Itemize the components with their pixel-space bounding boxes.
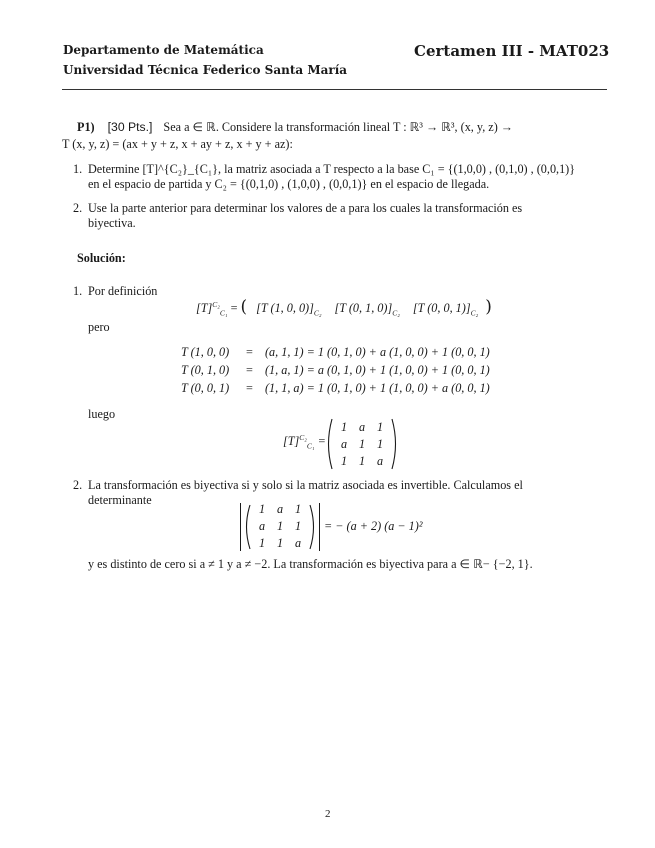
equation-2-eq: = (246, 363, 253, 377)
det-cell: 1 (294, 519, 302, 533)
problem-label: P1) (77, 120, 95, 134)
problem-statement-line1 (77, 120, 513, 135)
matrix-cell: 1 (340, 453, 348, 468)
det-cell: 1 (276, 536, 284, 550)
det-cell: 1 (258, 502, 266, 516)
exam-title: Certamen III - MAT023 (414, 42, 610, 60)
solution-1-pero: pero (88, 320, 110, 334)
det-left-paren-icon (243, 504, 251, 550)
problem-statement-line2: T (x, y, z) = (ax + y + z, x + ay + z, x + y + az): (62, 137, 293, 151)
det-cell: 1 (258, 536, 266, 550)
equation-1-lhs: T (1, 0, 0) (181, 345, 230, 359)
det-bar-right (319, 503, 320, 551)
equation-3-lhs: T (0, 0, 1) (181, 381, 230, 395)
right-paren-icon (391, 418, 399, 470)
solution-1-luego: luego (88, 407, 116, 421)
item-2-line2: biyectiva. (88, 216, 136, 230)
solution-2-conclusion: y es distinto de cero si a ≠ 1 y a ≠ −2. La transformación es biyectiva para a ∈ ℝ− {−2, 1}. (88, 557, 533, 571)
determinant-result: = − (a + 2) (a − 1)² (324, 519, 423, 533)
equation-3-rhs: (1, 1, a) = 1 (0, 1, 0) + 1 (1, 0, 0) + a (0, 0, 1) (265, 381, 490, 395)
matrix-cell: 1 (376, 436, 384, 451)
associated-matrix (325, 418, 399, 470)
det-cell: a (276, 502, 284, 516)
matrix-cell: 1 (358, 453, 366, 468)
det-bar-left (240, 503, 241, 551)
determinant (240, 502, 423, 551)
item-1-number: 1. (73, 162, 83, 176)
matrix-cell: a (340, 436, 348, 451)
equation-2-lhs: T (0, 1, 0) (181, 363, 230, 377)
matrix-cell: 1 (358, 436, 366, 451)
matrix-cell: a (376, 453, 384, 468)
det-cell: 1 (276, 519, 284, 533)
matrix-cell: 1 (340, 419, 348, 434)
header-rule (62, 89, 607, 90)
solution-title: Solución: (77, 251, 126, 265)
solution-2-line1: La transformación es biyectiva si y solo si la matriz asociada es invertible. Calculamos el (88, 478, 523, 492)
det-cell: 1 (294, 502, 302, 516)
matrix-label: $[T]^{C_2}_{C_1}$ = (283, 432, 326, 451)
solution-1-intro: Por definición (88, 284, 158, 298)
item-1-line2: en el espacio de partida y C₂ = {(0,1,0) , (1,0,0) , (0,0,1)} en el espacio de llegada. (88, 177, 490, 191)
university-name: Universidad Técnica Federico Santa María (63, 63, 348, 77)
det-cell: a (294, 536, 302, 550)
det-cell: a (258, 519, 266, 533)
matrix-cell: 1 (376, 419, 384, 434)
page-number: 2 (325, 808, 331, 820)
definition-formula: $[T]^{C_2}_{C_1}$ = ( [T (1, 0, $0)]_{C_2}$ [T (0, 1, $0)]_{C_2}$ [T (0, 0, $1)]_{C_2}$ ) (196, 297, 492, 318)
department-name: Departamento de Matemática (63, 43, 264, 57)
det-right-paren-icon (309, 504, 317, 550)
solution-2-number: 2. (73, 478, 83, 492)
problem-points: [30 Pts.] (107, 120, 153, 134)
equation-1-rhs: (a, 1, 1) = 1 (0, 1, 0) + a (1, 0, 0) + 1 (0, 0, 1) (265, 345, 490, 359)
equation-2-rhs: (1, a, 1) = a (0, 1, 0) + 1 (1, 0, 0) + 1 (0, 0, 1) (265, 363, 490, 377)
solution-1-number: 1. (73, 284, 83, 298)
item-1-line1: Determine [T]^{C₂}_{C₁}, la matriz asociada a T respecto a la base C₁ = {(1,0,0) , (0,1,0) , (0,0,1)} (88, 162, 576, 176)
item-2-line1: Use la parte anterior para determinar los valores de a para los cuales la transformación es (88, 201, 523, 215)
equation-3-eq: = (246, 381, 253, 395)
left-paren-icon (325, 418, 333, 470)
equation-1-eq: = (246, 345, 253, 359)
item-2-number: 2. (73, 201, 83, 215)
solution-2-line2: determinante (88, 493, 152, 507)
matrix-cell: a (358, 419, 366, 434)
problem-statement: Sea a ∈ ℝ. Considere la transformación lineal T : ℝ³ → ℝ³, (x, y, z) → (163, 120, 513, 134)
